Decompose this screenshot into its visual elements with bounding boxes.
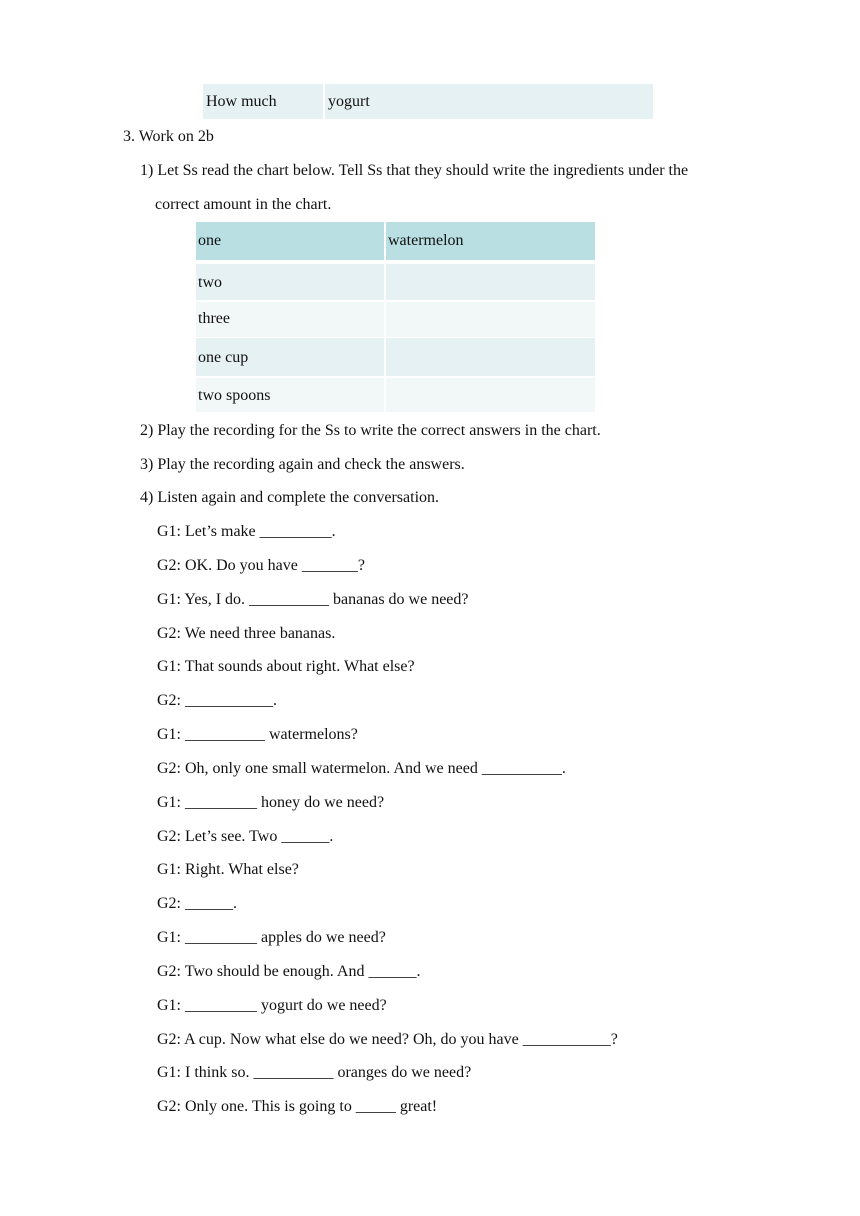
conversation-line: G2: A cup. Now what else do we need? Oh, do you have ___________? <box>157 1031 618 1048</box>
chart-row-amount: one cup <box>196 338 384 376</box>
chart-row-ingredient-blank <box>386 378 595 412</box>
conversation-line: G1: _________ apples do we need? <box>157 929 386 946</box>
chart-row-ingredient-blank <box>386 302 595 337</box>
chart-row-ingredient-blank <box>386 338 595 376</box>
conversation-line: G1: I think so. __________ oranges do we need? <box>157 1064 472 1081</box>
step4: 4) Listen again and complete the conversation. <box>140 489 440 506</box>
chart-row-amount: two spoons <box>196 378 384 412</box>
step3: 3) Play the recording again and check the answers. <box>140 456 465 473</box>
conversation-line: G2: Only one. This is going to _____ great! <box>157 1098 438 1115</box>
chart-row <box>196 378 595 412</box>
chart-row-amount: three <box>196 302 384 337</box>
conversation-line: G2: Oh, only one small watermelon. And we need __________. <box>157 760 566 777</box>
section-heading: 3. Work on 2b <box>123 128 214 145</box>
chart-header-amount: one <box>196 222 384 260</box>
top-table <box>203 84 653 119</box>
chart-header-ingredient: watermelon <box>386 222 595 260</box>
conversation-line: G1: _________ yogurt do we need? <box>157 997 387 1014</box>
top-table-cell-how-much: How much <box>203 84 323 119</box>
conversation-line: G2: Two should be enough. And ______. <box>157 963 421 980</box>
chart-row <box>196 338 595 376</box>
conversation-line: G2: OK. Do you have _______? <box>157 557 365 574</box>
conversation-line: G1: __________ watermelons? <box>157 726 358 743</box>
step1-line2: correct amount in the chart. <box>155 196 332 213</box>
chart-header-row <box>196 222 595 260</box>
conversation-line: G2: We need three bananas. <box>157 625 336 642</box>
chart-row-amount: two <box>196 264 384 300</box>
top-table-cell-yogurt: yogurt <box>325 84 653 119</box>
conversation-line: G1: Let’s make _________. <box>157 523 336 540</box>
conversation-line: G1: Yes, I do. __________ bananas do we need? <box>157 591 469 608</box>
conversation-line: G1: That sounds about right. What else? <box>157 658 415 675</box>
conversation-line: G1: Right. What else? <box>157 861 299 878</box>
step1-line1: 1) Let Ss read the chart below. Tell Ss that they should write the ingredients under the <box>140 162 689 179</box>
chart-row-ingredient-blank <box>386 264 595 300</box>
conversation-line: G2: ___________. <box>157 692 277 709</box>
chart-row <box>196 264 595 300</box>
conversation-line: G2: Let’s see. Two ______. <box>157 828 334 845</box>
conversation-line: G1: _________ honey do we need? <box>157 794 385 811</box>
step2: 2) Play the recording for the Ss to write the correct answers in the chart. <box>140 422 601 439</box>
conversation-line: G2: ______. <box>157 895 237 912</box>
chart-row <box>196 302 595 337</box>
